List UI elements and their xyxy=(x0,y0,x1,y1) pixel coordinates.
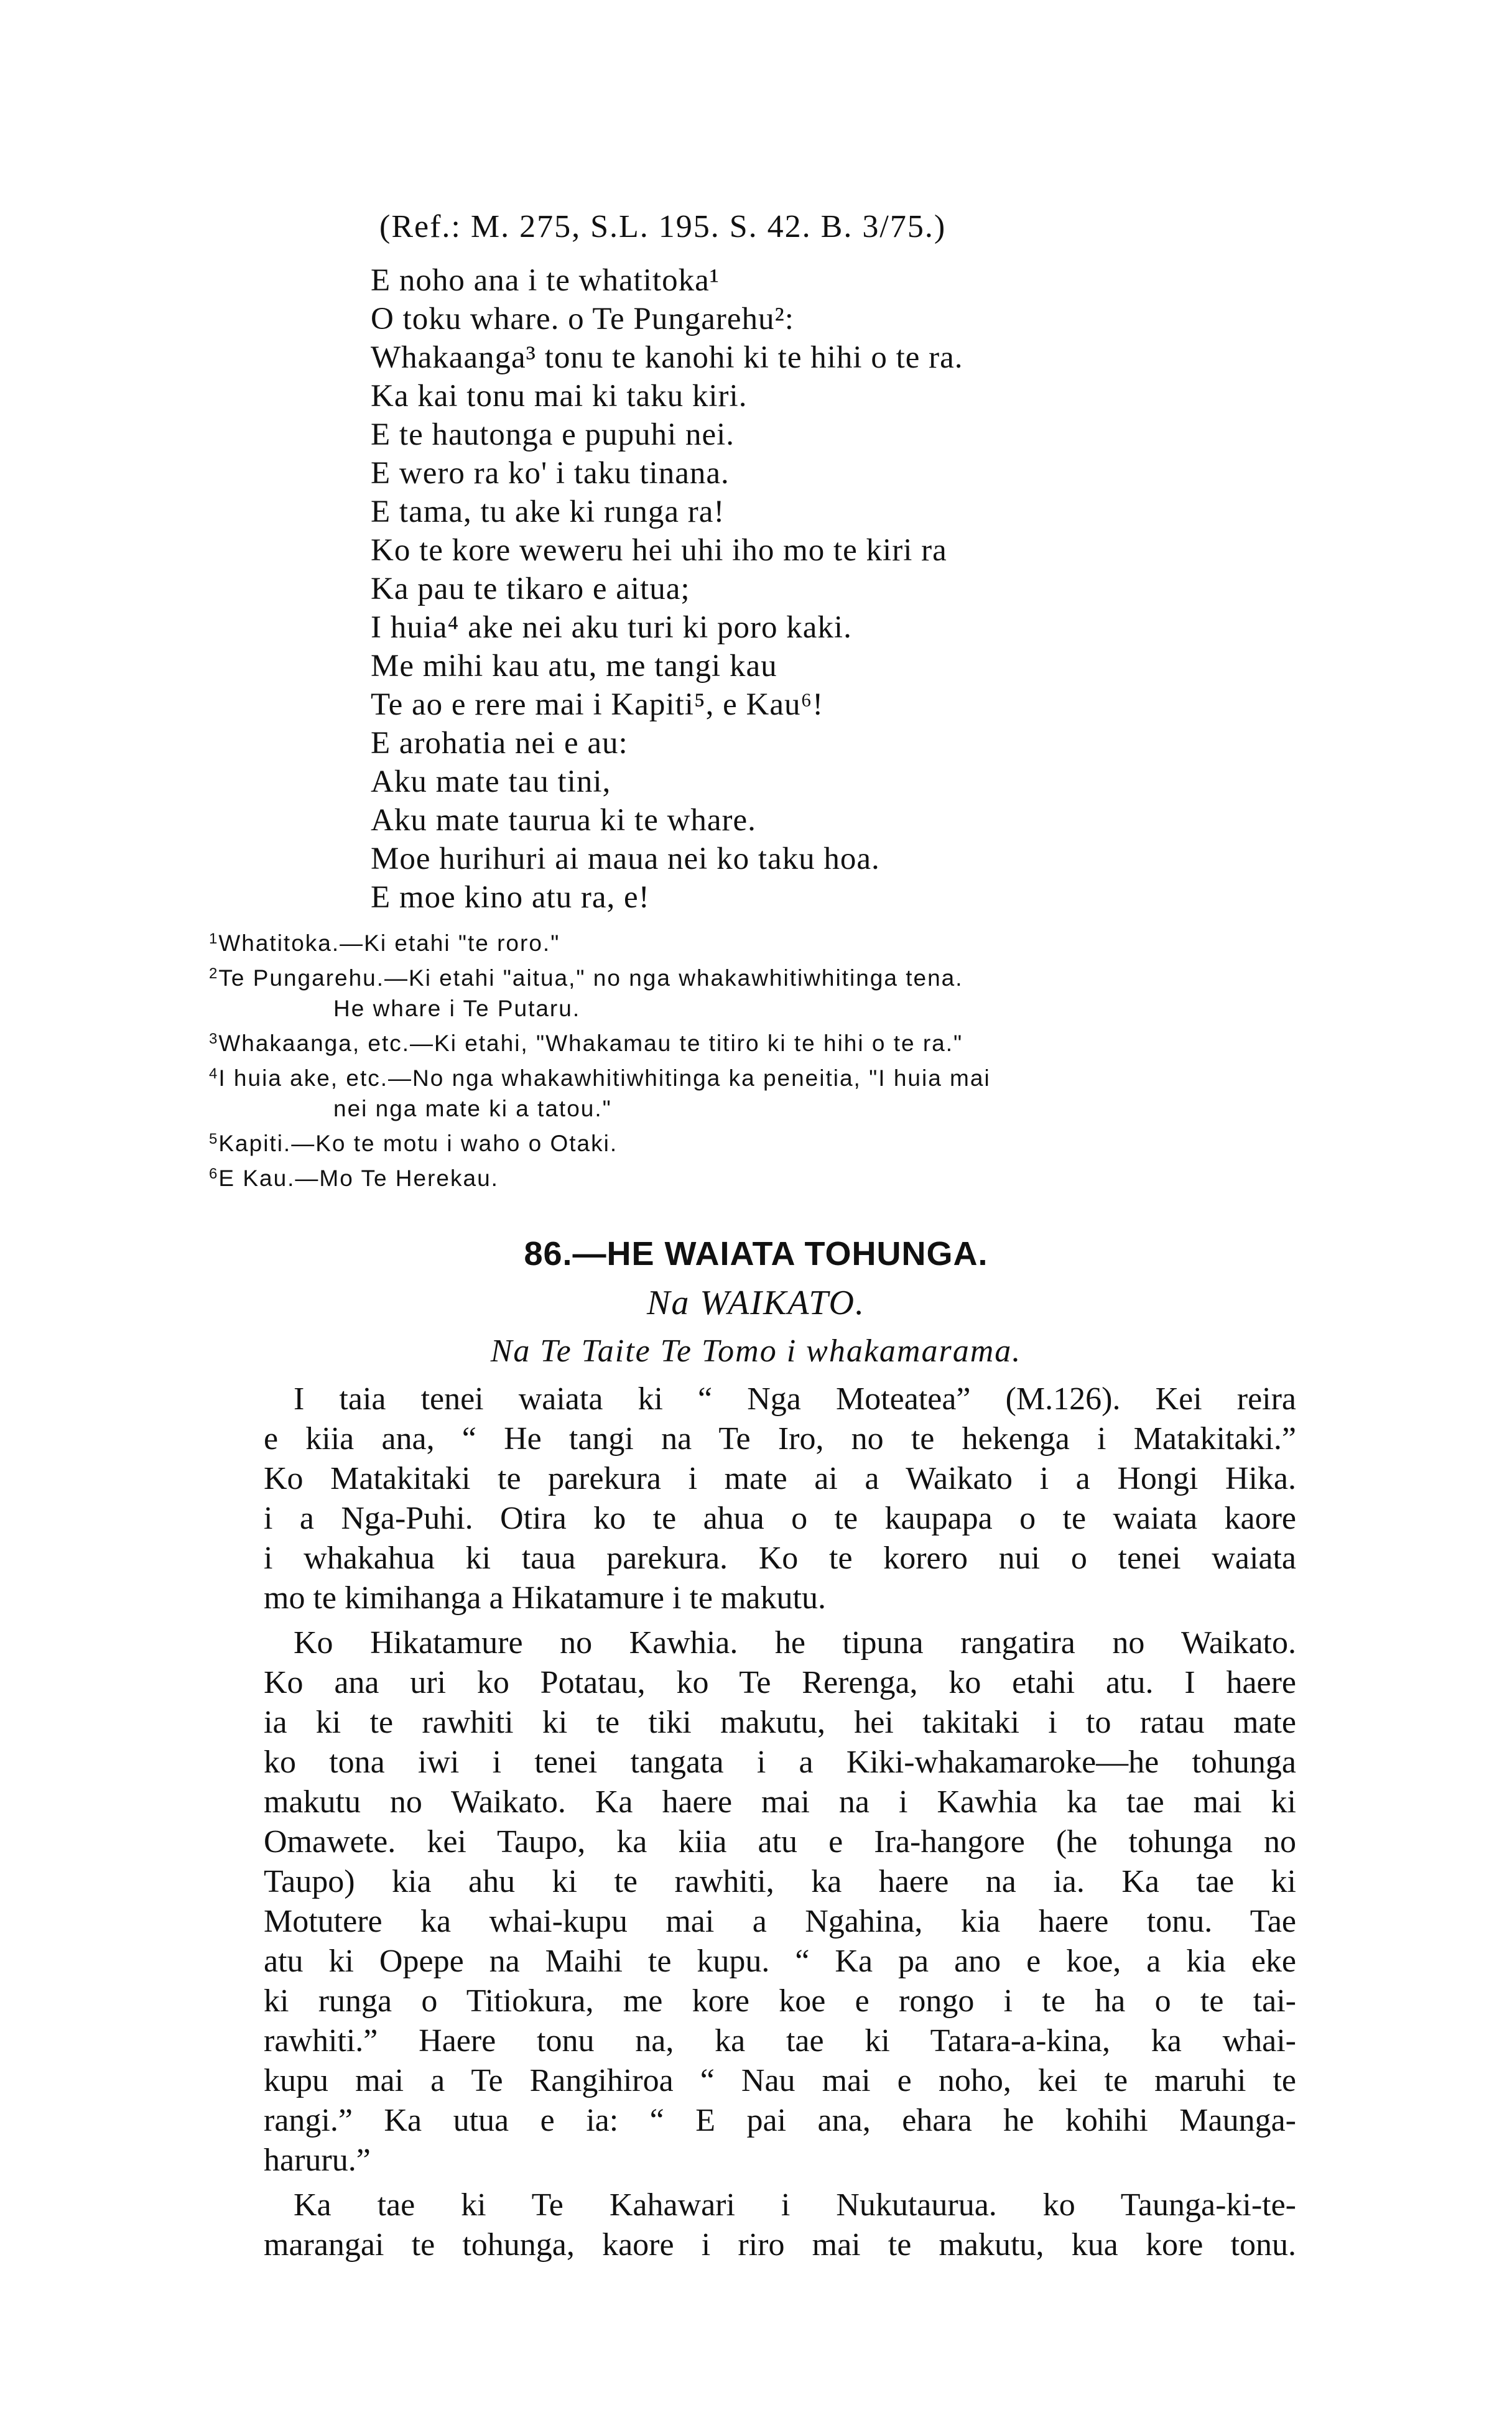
poem xyxy=(371,261,963,917)
paragraph-line: kupu mai a Te Rangihiroa “ Nau mai e noho, kei te maruhi te xyxy=(264,2063,1296,2098)
footnote-number: 6 xyxy=(209,1165,219,1182)
poem-line: Whakaanga³ tonu te kanohi ki te hihi o te ra. xyxy=(371,340,963,375)
poem-line: E tama, tu ake ki runga ra! xyxy=(371,494,725,529)
poem-line: Ka pau te tikaro e aitua; xyxy=(371,572,690,606)
poem-line: Te ao e rere mai i Kapiti⁵, e Kau⁶! xyxy=(371,687,824,722)
footnote-text: Te Pungarehu.—Ki etahi "aitua," no nga whakawhitiwhitinga tena. xyxy=(218,965,963,991)
paragraph-line: ko tona iwi i tenei tangata i a Kiki-whakamaroke—he tohunga xyxy=(264,1745,1296,1780)
section-annotator: Na Te Taite Te Tomo i whakamarama. xyxy=(490,1333,1022,1369)
footnote xyxy=(209,1024,1291,1059)
paragraph-line: makutu no Waikato. Ka haere mai na i Kawhia ka tae mai ki xyxy=(264,1784,1296,1820)
paragraph-line: rangi.” Ka utua e ia: “ E pai ana, ehara he kohihi Maunga- xyxy=(264,2103,1296,2138)
poem-line: E moe kino atu ra, e! xyxy=(371,880,650,915)
paragraph-line: Ko ana uri ko Potatau, ko Te Rerenga, ko etahi atu. I haere xyxy=(264,1665,1296,1700)
poem-line: Moe hurihuri ai maua nei ko taku hoa. xyxy=(371,841,880,876)
paragraph-line: Ko Hikatamure no Kawhia. he tipuna rangatira no Waikato. xyxy=(294,1625,1296,1661)
footnote-number: 5 xyxy=(209,1131,219,1147)
footnote-text: E Kau.—Mo Te Herekau. xyxy=(218,1165,499,1191)
paragraph-line: ki runga o Titiokura, me kore koe e rongo i te ha o te tai- xyxy=(264,1983,1296,2019)
footnote-continuation xyxy=(209,1093,1291,1124)
footnote-number: 4 xyxy=(209,1065,219,1082)
footnote-number: 2 xyxy=(209,965,219,982)
poem-line: I huia⁴ ake nei aku turi ki poro kaki. xyxy=(371,610,852,645)
paragraph-line: i whakahua ki taua parekura. Ko te korero nui o tenei waiata xyxy=(264,1541,1296,1576)
paragraph-line: marangai te tohunga, kaore i riro mai te makutu, kua kore tonu. xyxy=(264,2227,1296,2263)
poem-line: Ka kai tonu mai ki taku kiri. xyxy=(371,379,748,414)
footnotes xyxy=(209,924,1291,1193)
paragraph-line: Ka tae ki Te Kahawari i Nukutaurua. ko Taunga-ki-te- xyxy=(294,2187,1296,2223)
poem-line: Aku mate tau tini, xyxy=(371,764,611,799)
footnote xyxy=(209,1159,1291,1193)
paragraph-line: i a Nga-Puhi. Otira ko te ahua o te kaupapa o te waiata kaore xyxy=(264,1501,1296,1536)
paragraph-line: Omawete. kei Taupo, ka kiia atu e Ira-hangore (he tohunga no xyxy=(264,1824,1296,1860)
reference-line: (Ref.: M. 275, S.L. 195. S. 42. B. 3/75.) xyxy=(379,209,947,244)
paragraph-line: atu ki Opepe na Maihi te kupu. “ Ka pa ano e koe, a kia eke xyxy=(264,1944,1296,1979)
poem-line: Aku mate taurua ki te whare. xyxy=(371,803,756,838)
paragraph-line: Ko Matakitaki te parekura i mate ai a Waikato i a Hongi Hika. xyxy=(264,1461,1296,1496)
footnote-text: Whakaanga, etc.—Ki etahi, "Whakamau te titiro ki te hihi o te ra." xyxy=(218,1031,963,1056)
poem-line: E noho ana i te whatitoka¹ xyxy=(371,263,720,298)
paragraph-line: e kiia ana, “ He tangi na Te Iro, no te hekenga i Matakitaki.” xyxy=(264,1421,1296,1457)
paragraph-line: ia ki te rawhiti ki te tiki makutu, hei takitaki i to ratau mate xyxy=(264,1705,1296,1740)
paragraph-line: Taupo) kia ahu ki te rawhiti, ka haere na ia. Ka tae ki xyxy=(264,1864,1296,1899)
prose-body xyxy=(264,1379,1296,2265)
footnote-text: Whatitoka.—Ki etahi "te roro." xyxy=(218,930,560,956)
footnote-text: nei nga mate ki a tatou." xyxy=(333,1096,612,1121)
paragraph-line: Motutere ka whai-kupu mai a Ngahina, kia haere tonu. Tae xyxy=(264,1904,1296,1939)
footnote xyxy=(209,958,1291,993)
footnote xyxy=(209,1124,1291,1159)
section-author: Na WAIKATO. xyxy=(647,1284,865,1322)
poem-line: Me mihi kau atu, me tangi kau xyxy=(371,649,777,683)
footnote xyxy=(209,1059,1291,1093)
poem-line: Ko te kore weweru hei uhi iho mo te kiri ra xyxy=(371,533,947,568)
paragraph-line: rawhiti.” Haere tonu na, ka tae ki Tatara-a-kina, ka whai- xyxy=(264,2023,1296,2059)
poem-line: E wero ra ko' i taku tinana. xyxy=(371,456,730,491)
footnote-number: 1 xyxy=(209,930,219,947)
footnote xyxy=(209,924,1291,958)
poem-line: O toku whare. o Te Pungarehu²: xyxy=(371,302,794,336)
paragraph-line: haruru.” xyxy=(264,2143,371,2178)
poem-line: E te hautonga e pupuhi nei. xyxy=(371,417,735,452)
footnote-continuation xyxy=(209,993,1291,1024)
paragraph-line: mo te kimihanga a Hikatamure i te makutu. xyxy=(264,1580,826,1616)
section-title: 86.—HE WAIATA TOHUNGA. xyxy=(524,1235,988,1272)
footnote-text: I huia ake, etc.—No nga whakawhitiwhitinga ka peneitia, "I huia mai xyxy=(218,1065,991,1091)
footnote-number: 3 xyxy=(209,1031,219,1047)
footnote-text: He whare i Te Putaru. xyxy=(333,996,581,1021)
paragraph-line: I taia tenei waiata ki “ Nga Moteatea” (M.126). Kei reira xyxy=(294,1381,1296,1417)
poem-line: E arohatia nei e au: xyxy=(371,726,628,761)
footnote-text: Kapiti.—Ko te motu i waho o Otaki. xyxy=(218,1131,618,1156)
